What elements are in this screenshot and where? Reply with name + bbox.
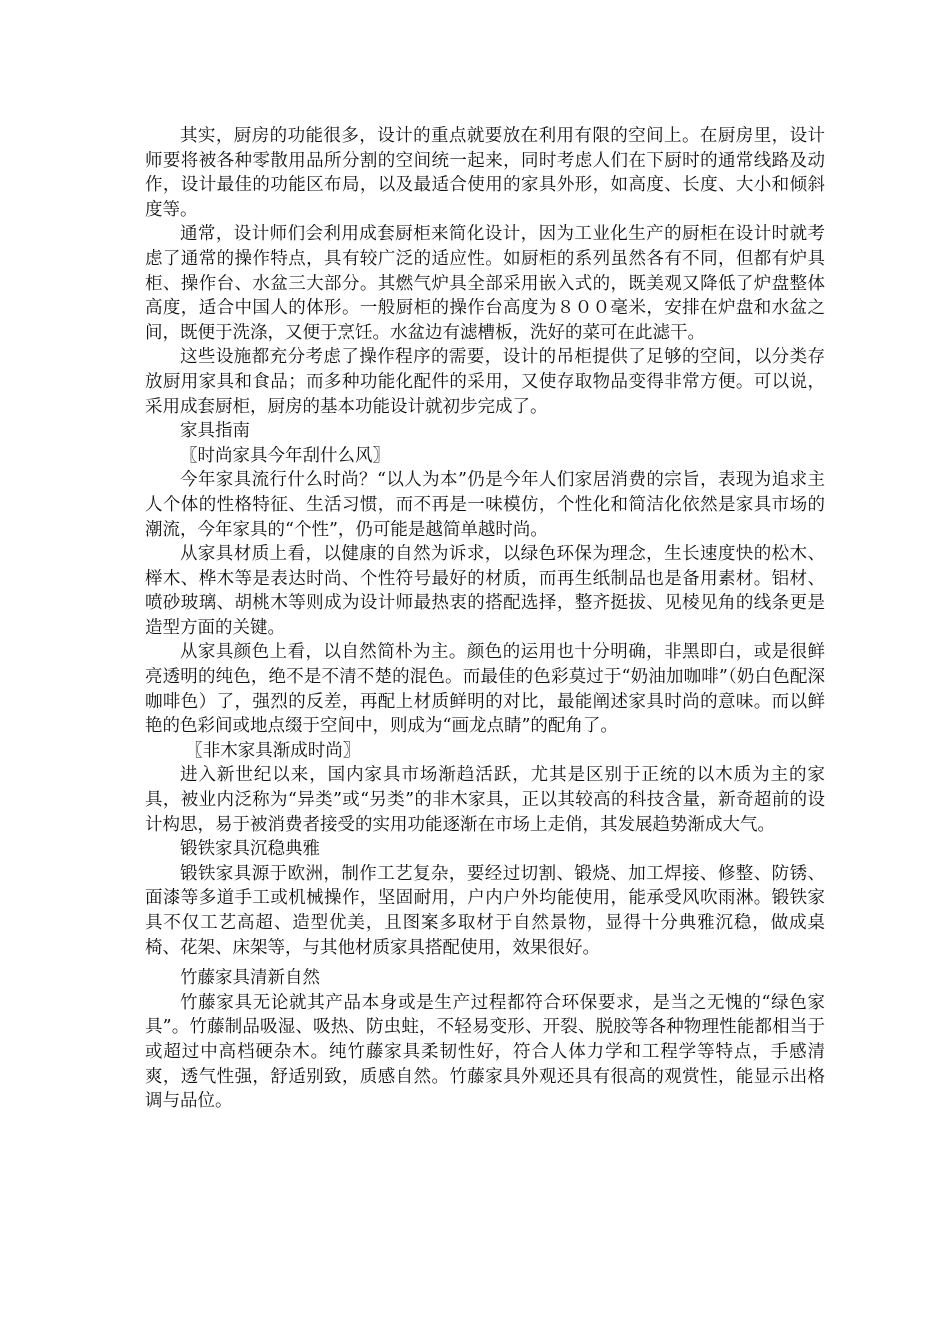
- section-heading: 竹藤家具清新自然: [180, 968, 320, 989]
- section-heading: 家具指南: [180, 421, 250, 442]
- document-body: [145, 124, 825, 1114]
- body-paragraph: 从家具颜色上看，以自然简朴为主。颜色的运用也十分明确，非黑即白，或是很鲜亮透明的纯色，绝不是不清不楚的混色。而最佳的色彩莫过于“奶油加咖啡”（奶白色配深咖啡色）了，强烈的反差，再配上材质鲜明的对比，最能阐述家具时尚的意味。而以鲜艳的色彩间或地点缀于空间中，则成为“画龙点睛”的配角了。: [145, 642, 825, 737]
- body-paragraph: 竹藤家具无论就其产品本身或是生产过程都符合环保要求，是当之无愧的“绿色家具”。竹藤制品吸湿、吸热、防虫蛀，不轻易变形、开裂、脱胶等各种物理性能都相当于或超过中高档硬杂木。纯竹藤家具柔韧性好，符合人体力学和工程学等特点，手感清爽，透气性强，舒适别致，质感自然。竹藤家具外观还具有很高的观赏性，能显示出格调与品位。: [145, 992, 825, 1112]
- body-paragraph: 从家具材质上看，以健康的自然为诉求，以绿色环保为理念，生长速度快的松木、榉木、桦木等是表达时尚、个性符号最好的材质，而再生纸制品也是备用素材。铝材、喷砂玻璃、胡桃木等则成为设计师最热衷的搭配选择，整齐挺拔、见棱见角的线条更是造型方面的关键。: [145, 544, 825, 638]
- body-paragraph: 通常，设计师们会利用成套厨柜来简化设计，因为工业化生产的厨柜在设计时就考虑了通常的操作特点，具有较广泛的适应性。如厨柜的系列虽然各有不同，但都有炉具柜、操作台、水盆三大部分。其燃气炉具全部采用嵌入式的，既美观又降低了炉盘整体高度，适合中国人的体形。一般厨柜的操作台高度为８００毫米，安排在炉盘和水盆之间，既便于洗涤，又便于烹饪。水盆边有滤槽板，洗好的菜可在此滤干。: [145, 224, 825, 343]
- section-heading: 〖时尚家具今年刮什么风〗: [180, 445, 390, 466]
- body-paragraph: 进入新世纪以来，国内家具市场渐趋活跃，尤其是区别于正统的以木质为主的家具，被业内泛称为“异类”或“另类”的非木家具，正以其较高的科技含量，新奇超前的设计构思，易于被消费者接受的实用功能逐渐在市场上走俏，其发展趋势渐成大气。: [145, 765, 825, 835]
- body-paragraph: 今年家具流行什么时尚？“以人为本”仍是今年人们家居消费的宗旨，表现为追求主人个体的性格特征、生活习惯，而不再是一味模仿，个性化和简洁化依然是家具市场的潮流，今年家具的“个性”，仍可能是越简单越时尚。: [145, 470, 825, 540]
- body-paragraph: 其实，厨房的功能很多，设计的重点就要放在利用有限的空间上。在厨房里，设计师要将被各种零散用品所分割的空间统一起来，同时考虑人们在下厨时的通常线路及动作，设计最佳的功能区布局，以及最适合使用的家具外形，如高度、长度、大小和倾斜度等。: [145, 126, 825, 220]
- body-paragraph: 这些设施都充分考虑了操作程序的需要，设计的吊柜提供了足够的空间，以分类存放厨用家具和食品；而多种功能化配件的采用，又使存取物品变得非常方便。可以说，采用成套厨柜，厨房的基本功能设计就初步完成了。: [145, 347, 825, 417]
- section-heading: 〖非木家具渐成时尚〗: [185, 740, 361, 761]
- section-heading: 锻铁家具沉稳典雅: [180, 839, 320, 860]
- body-paragraph: 锻铁家具源于欧洲，制作工艺复杂，要经过切割、锻烧、加工焊接、修整、防锈、面漆等多道手工或机械操作，坚固耐用，户内户外均能使用，能承受风吹雨淋。锻铁家具不仅工艺高超、造型优美，且图案多取材于自然景物，显得十分典雅沉稳，做成桌椅、花架、床架等，与其他材质家具搭配使用，效果很好。: [145, 863, 825, 958]
